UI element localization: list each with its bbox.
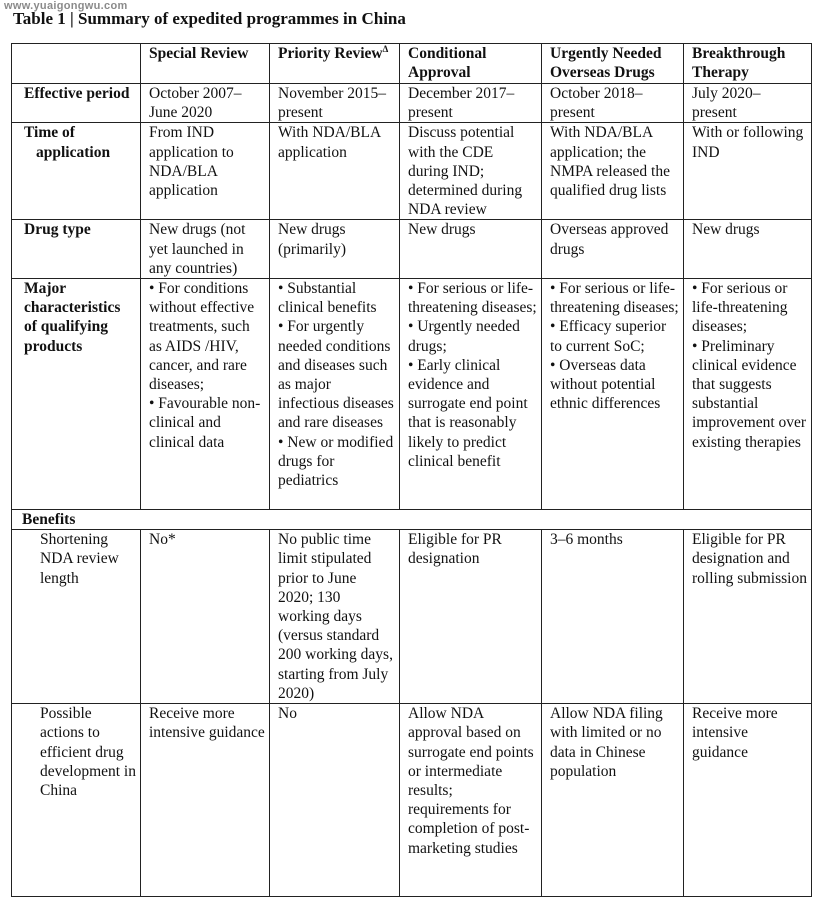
- table-cell: Receive more intensive guidance: [684, 704, 812, 897]
- watermark: www.yuaigongwu.com: [4, 0, 128, 12]
- table-cell: No: [270, 704, 400, 897]
- table-cell: Allow NDA approval based on surrogate end points or intermediate results; requirements for completion of post-marketing studies: [400, 704, 542, 897]
- table-cell: • For serious or life-threatening diseases; • Urgently needed drugs; • Early clinical evidence and surrogate end point that is reasonably likely to predict clinical benefit: [400, 279, 542, 510]
- table-cell: New drugs (primarily): [270, 220, 400, 279]
- table-cell: With NDA/BLA application: [270, 123, 400, 220]
- table-cell: December 2017– present: [400, 84, 542, 123]
- table-cell: Eligible for PR designation and rolling submission: [684, 530, 812, 704]
- header-priority-review: Priority Review$^\Delta$: [270, 44, 400, 84]
- header-empty: [12, 44, 141, 84]
- table-cell: Allow NDA filing with limited or no data in Chinese population: [542, 704, 684, 897]
- table-row: [12, 530, 812, 704]
- table-cell: Overseas approved drugs: [542, 220, 684, 279]
- table-cell: No public time limit stipulated prior to June 2020; 130 working days (versus standard 200 working days, starting from July 2020): [270, 530, 400, 704]
- benefits-row: [12, 510, 812, 530]
- header-urgently-needed: Urgently Needed Overseas Drugs: [542, 44, 684, 84]
- row-label-major-characteristics: Major characteristics of qualifying products: [12, 279, 141, 510]
- table-row: [12, 704, 812, 897]
- table-cell: New drugs: [684, 220, 812, 279]
- table-cell: October 2007– June 2020: [141, 84, 270, 123]
- header-breakthrough: Breakthrough Therapy: [684, 44, 812, 84]
- table-cell: From IND application to NDA/BLA application: [141, 123, 270, 220]
- table-row: [12, 123, 812, 220]
- summary-table: [11, 43, 812, 897]
- table-cell: With NDA/BLA application; the NMPA released the qualified drug lists: [542, 123, 684, 220]
- table-row: [12, 279, 812, 510]
- table-cell: October 2018– present: [542, 84, 684, 123]
- row-label-effective-period: Effective period: [12, 84, 141, 123]
- table-cell: • For serious or life-threatening diseases; • Preliminary clinical evidence that suggests substantial improvement over existing therapies: [684, 279, 812, 510]
- row-label-drug-type: Drug type: [12, 220, 141, 279]
- table-cell: No*: [141, 530, 270, 704]
- header-conditional-approval: Conditional Approval: [400, 44, 542, 84]
- table-cell: November 2015–present: [270, 84, 400, 123]
- table-cell: • For serious or life-threatening diseases; • Efficacy superior to current SoC; • Overseas data without potential ethnic differences: [542, 279, 684, 510]
- table-row: [12, 220, 812, 279]
- table-cell: New drugs: [400, 220, 542, 279]
- header-row: [12, 44, 812, 84]
- table-cell: • Substantial clinical benefits • For urgently needed conditions and diseases such as major infectious diseases and rare diseases • New or modified drugs for pediatrics: [270, 279, 400, 510]
- table-title: Table 1 | Summary of expedited programmes in China: [13, 9, 406, 28]
- table-cell: • For conditions without effective treatments, such as AIDS /HIV, cancer, and rare diseases; • Favourable non-clinical and clinical data: [141, 279, 270, 510]
- table-cell: Discuss potential with the CDE during IND; determined during NDA review: [400, 123, 542, 220]
- header-special-review: Special Review: [141, 44, 270, 84]
- row-label-shortening: Shortening NDA review length: [12, 530, 141, 704]
- row-label-possible-actions: Possible actions to efficient drug development in China: [12, 704, 141, 897]
- table-cell: Receive more intensive guidance: [141, 704, 270, 897]
- table-cell: With or following IND: [684, 123, 812, 220]
- row-label-time-of-application: Time of application: [12, 123, 141, 220]
- table-cell: New drugs (not yet launched in any countries): [141, 220, 270, 279]
- table-cell: July 2020– present: [684, 84, 812, 123]
- table-cell: 3–6 months: [542, 530, 684, 704]
- table-row: [12, 84, 812, 123]
- table-cell: Eligible for PR designation: [400, 530, 542, 704]
- benefits-label: Benefits: [12, 510, 812, 530]
